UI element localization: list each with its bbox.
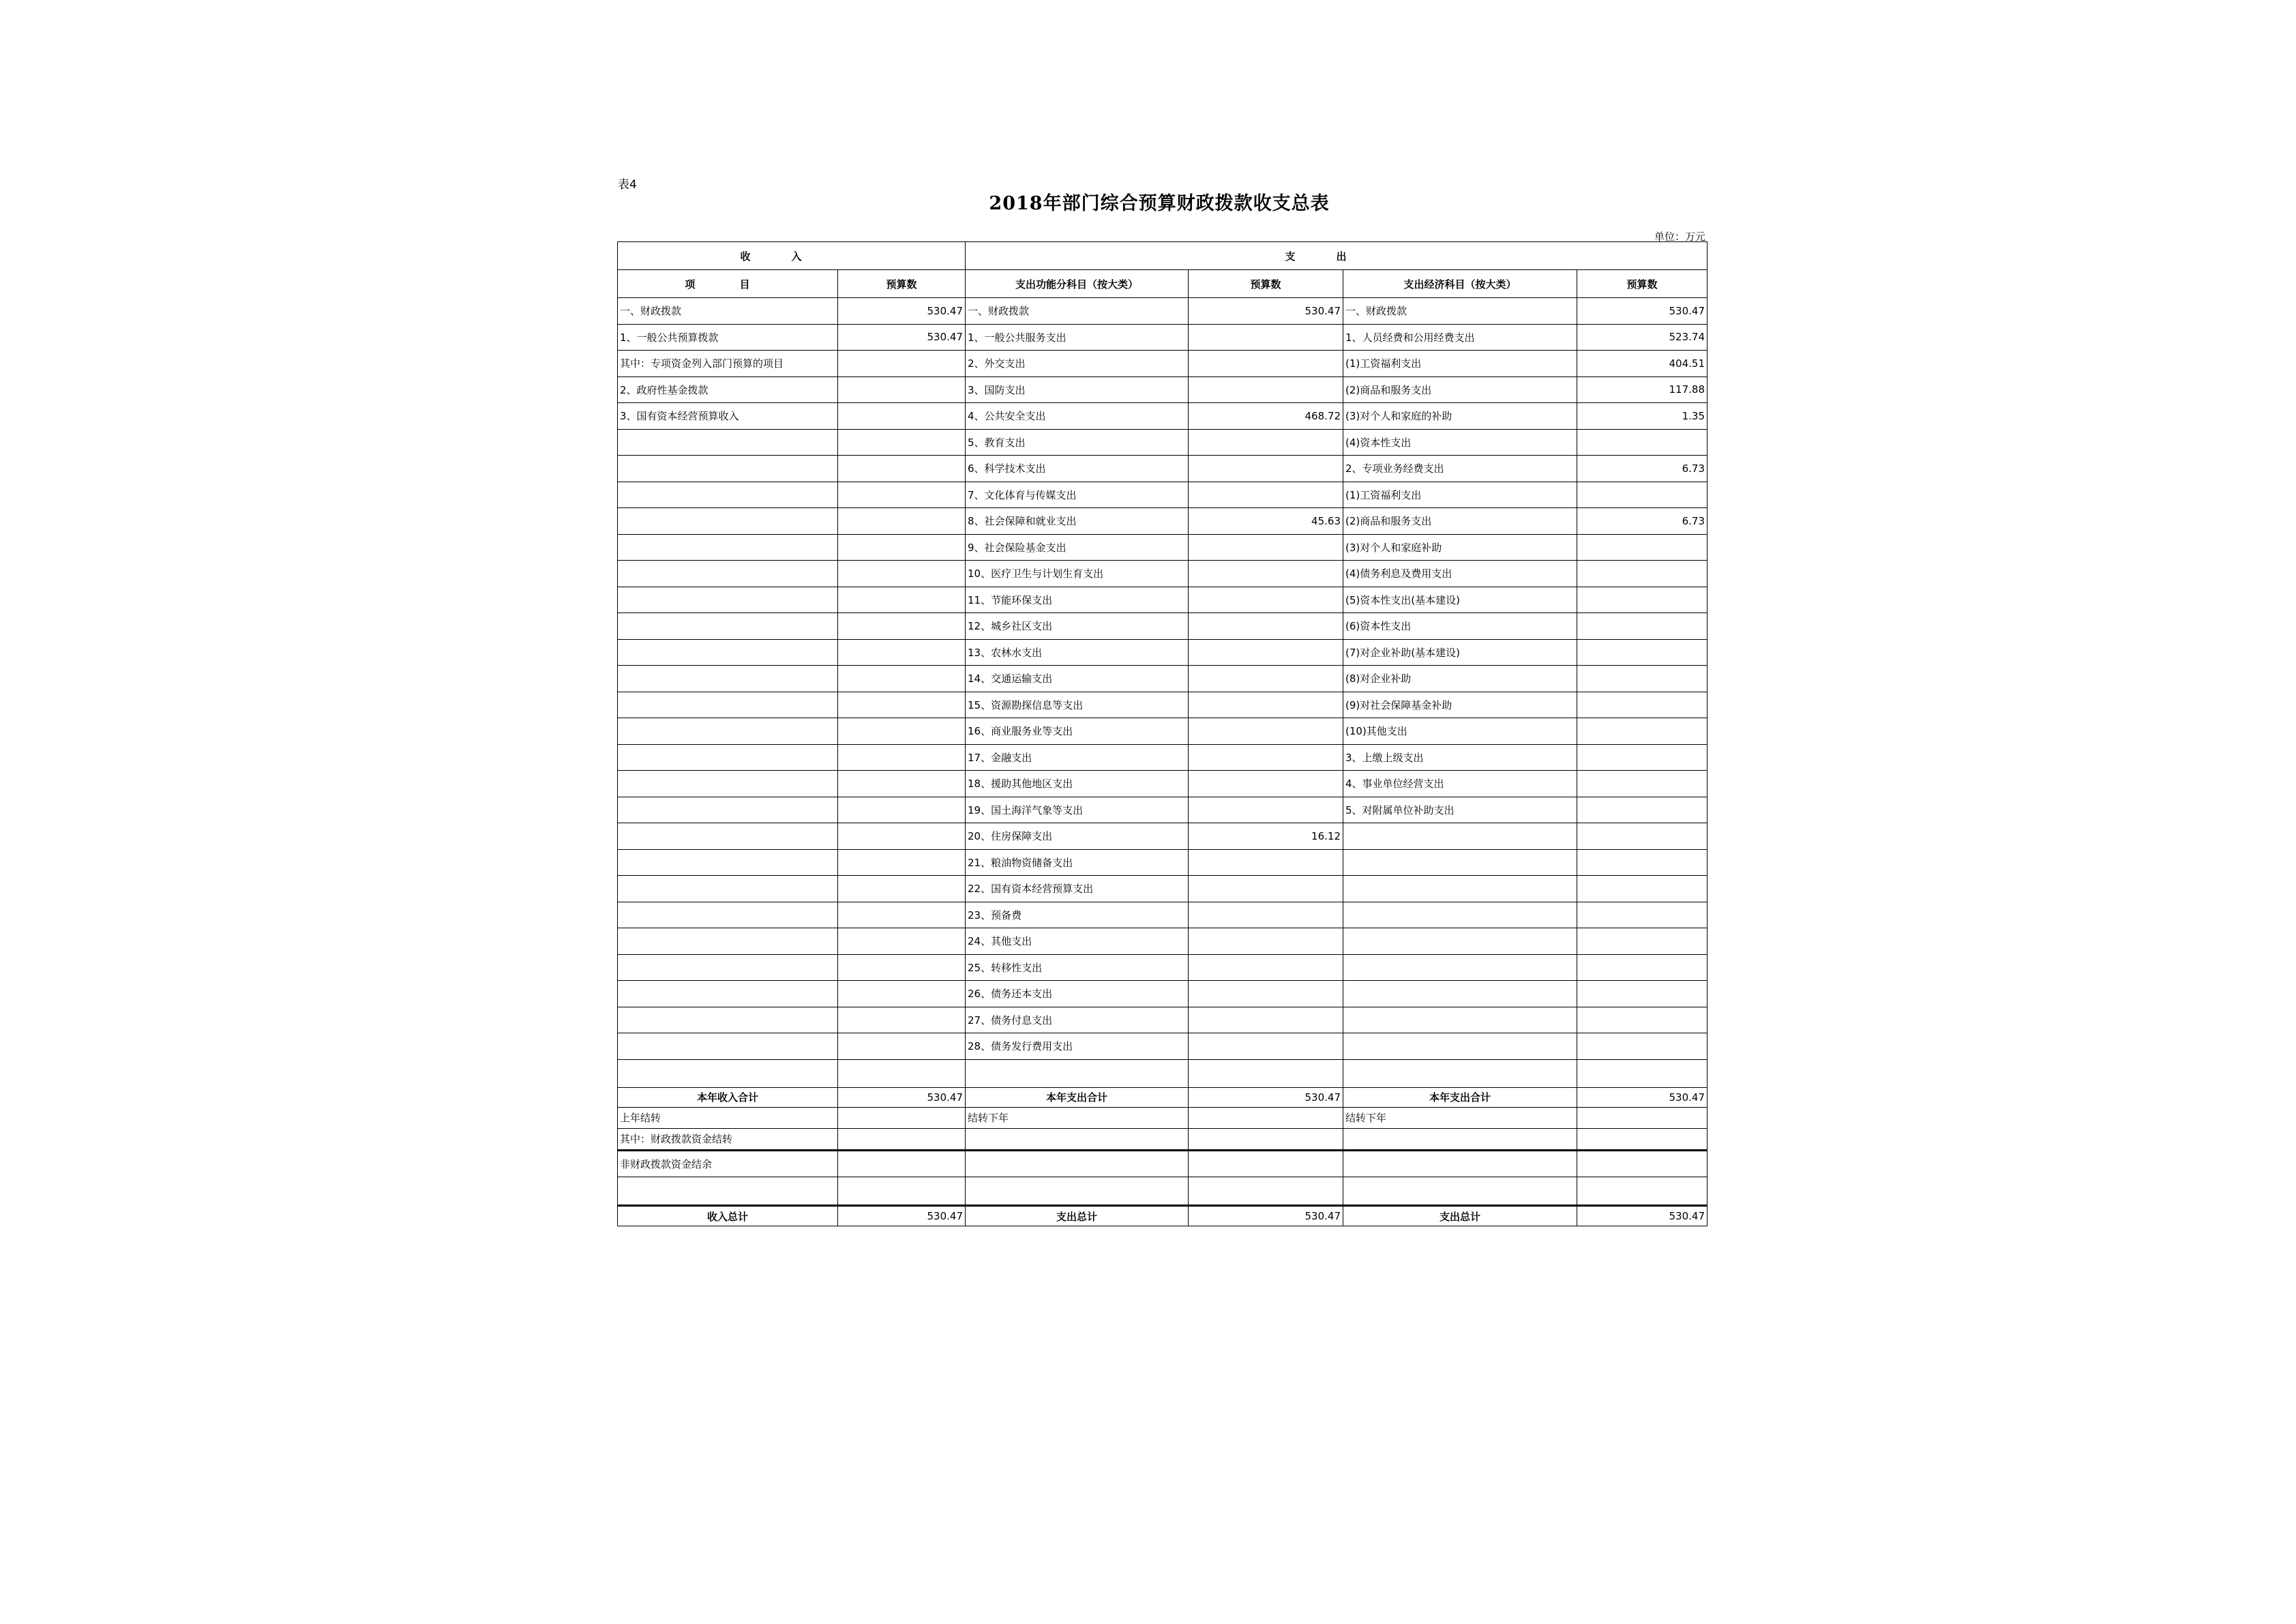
item-cell — [618, 981, 838, 1007]
econ-budget-cell — [1577, 823, 1708, 850]
item-cell — [618, 639, 838, 666]
econ-item-cell: (1)工资福利支出 — [1343, 351, 1577, 377]
func-item-cell: 7、文化体育与传媒支出 — [966, 482, 1189, 508]
item-cell — [618, 797, 838, 823]
income-header: 收入 — [618, 242, 966, 270]
item-cell — [618, 534, 838, 561]
item-cell — [618, 744, 838, 771]
item-cell — [618, 429, 838, 456]
econ-item-cell: (9)对社会保障基金补助 — [1343, 692, 1577, 718]
econ-item-cell: (3)对个人和家庭补助 — [1343, 534, 1577, 561]
col-budget-header: 预算数 — [838, 270, 966, 298]
econ-item-cell: (2)商品和服务支出 — [1343, 508, 1577, 535]
header-row — [618, 270, 1708, 298]
econ-item-cell: (4)资本性支出 — [1343, 429, 1577, 456]
func-budget-cell — [1189, 981, 1343, 1007]
func-item-cell: 8、社会保障和就业支出 — [966, 508, 1189, 535]
last-year-carry-label: 上年结转 — [618, 1107, 838, 1128]
budget-table — [617, 241, 1708, 1226]
econ-budget-cell: 6.73 — [1577, 456, 1708, 482]
func-item-cell: 24、其他支出 — [966, 928, 1189, 955]
econ-item-cell: 1、人员经费和公用经费支出 — [1343, 324, 1577, 351]
econ-budget-cell — [1577, 849, 1708, 876]
func-item-cell: 26、债务还本支出 — [966, 981, 1189, 1007]
func-item-cell: 25、转移性支出 — [966, 954, 1189, 981]
func-budget-cell: 45.63 — [1189, 508, 1343, 535]
func-item-cell: 20、住房保障支出 — [966, 823, 1189, 850]
econ-item-cell — [1343, 876, 1577, 902]
func-item-cell: 18、援助其他地区支出 — [966, 771, 1189, 797]
income-budget-cell — [838, 744, 966, 771]
func-item-cell: 22、国有资本经营预算支出 — [966, 876, 1189, 902]
econ-item-cell: 5、对附属单位补助支出 — [1343, 797, 1577, 823]
econ-budget-cell — [1577, 876, 1708, 902]
func-item-cell: 2、外交支出 — [966, 351, 1189, 377]
item-cell: 1、一般公共预算拨款 — [618, 324, 838, 351]
table-row — [618, 324, 1708, 351]
econ-budget-cell — [1577, 639, 1708, 666]
item-cell — [618, 508, 838, 535]
econ-item-cell — [1343, 902, 1577, 928]
blank-row — [618, 1177, 1708, 1206]
income-budget-cell — [838, 797, 966, 823]
econ-budget-cell: 530.47 — [1577, 298, 1708, 325]
table-row — [618, 1033, 1708, 1060]
func-budget-cell — [1189, 587, 1343, 613]
item-cell: 3、国有资本经营预算收入 — [618, 403, 838, 430]
func-item-cell: 10、医疗卫生与计划生育支出 — [966, 561, 1189, 587]
econ-item-cell: (7)对企业补助(基本建设) — [1343, 639, 1577, 666]
table-row — [618, 849, 1708, 876]
func-budget-cell — [1189, 561, 1343, 587]
income-budget-cell — [838, 928, 966, 955]
table-row — [618, 771, 1708, 797]
expense-header: 支出 — [966, 242, 1708, 270]
func-item-cell: 19、国土海洋气象等支出 — [966, 797, 1189, 823]
func-budget-cell — [1189, 1033, 1343, 1060]
next-year-carry-econ-label: 结转下年 — [1343, 1107, 1577, 1128]
table-row — [618, 429, 1708, 456]
func-budget-cell — [1189, 351, 1343, 377]
table-row — [618, 981, 1708, 1007]
econ-budget-cell — [1577, 482, 1708, 508]
func-item-cell: 3、国防支出 — [966, 377, 1189, 403]
econ-item-cell: (6)资本性支出 — [1343, 613, 1577, 640]
func-budget-cell — [1189, 1007, 1343, 1033]
table-row — [618, 377, 1708, 403]
func-budget-cell: 468.72 — [1189, 403, 1343, 430]
table-row — [618, 718, 1708, 745]
income-budget-cell — [838, 902, 966, 928]
econ-budget-cell — [1577, 534, 1708, 561]
func-item-cell: 23、预备费 — [966, 902, 1189, 928]
grand-expense-label: 支出总计 — [966, 1206, 1189, 1226]
item-cell — [618, 456, 838, 482]
income-budget-cell — [838, 718, 966, 745]
econ-budget-cell: 6.73 — [1577, 508, 1708, 535]
item-cell — [618, 902, 838, 928]
econ-budget-cell — [1577, 1033, 1708, 1060]
econ-budget-cell — [1577, 902, 1708, 928]
func-item-cell: 16、商业服务业等支出 — [966, 718, 1189, 745]
grand-expense-econ-label: 支出总计 — [1343, 1206, 1577, 1226]
func-item-cell: 21、粮油物资储备支出 — [966, 849, 1189, 876]
item-cell — [618, 823, 838, 850]
func-item-cell: 28、债务发行费用支出 — [966, 1033, 1189, 1060]
func-item-cell: 11、节能环保支出 — [966, 587, 1189, 613]
econ-budget-cell — [1577, 561, 1708, 587]
item-cell — [618, 718, 838, 745]
func-item-cell: 一、财政拨款 — [966, 298, 1189, 325]
table-row — [618, 797, 1708, 823]
income-budget-cell — [838, 456, 966, 482]
year-expense-econ-label: 本年支出合计 — [1343, 1087, 1577, 1107]
table-row — [618, 456, 1708, 482]
income-budget-cell — [838, 561, 966, 587]
econ-item-cell: (8)对企业补助 — [1343, 666, 1577, 692]
non-fiscal-row — [618, 1150, 1708, 1177]
func-budget-cell — [1189, 666, 1343, 692]
econ-item-cell — [1343, 928, 1577, 955]
table-row — [618, 403, 1708, 430]
econ-item-cell: (4)债务利息及费用支出 — [1343, 561, 1577, 587]
econ-item-cell: (3)对个人和家庭的补助 — [1343, 403, 1577, 430]
item-cell: 一、财政拨款 — [618, 298, 838, 325]
income-budget-cell — [838, 1033, 966, 1060]
econ-item-cell: 3、上缴上级支出 — [1343, 744, 1577, 771]
item-cell — [618, 587, 838, 613]
header-row-top — [618, 242, 1708, 270]
item-cell — [618, 771, 838, 797]
func-item-cell: 13、农林水支出 — [966, 639, 1189, 666]
econ-budget-cell — [1577, 429, 1708, 456]
year-expense-value: 530.47 — [1189, 1087, 1343, 1107]
econ-budget-cell — [1577, 587, 1708, 613]
econ-item-cell — [1343, 1007, 1577, 1033]
func-item-cell: 15、资源勘探信息等支出 — [966, 692, 1189, 718]
econ-budget-cell — [1577, 771, 1708, 797]
item-cell — [618, 928, 838, 955]
econ-item-cell: 2、专项业务经费支出 — [1343, 456, 1577, 482]
income-budget-cell — [838, 639, 966, 666]
table-row — [618, 954, 1708, 981]
grand-income-label: 收入总计 — [618, 1206, 838, 1226]
table-row — [618, 692, 1708, 718]
year-expense-label: 本年支出合计 — [966, 1087, 1189, 1107]
income-budget-cell — [838, 508, 966, 535]
func-budget-cell — [1189, 534, 1343, 561]
table-row — [618, 298, 1708, 325]
func-budget-cell — [1189, 744, 1343, 771]
econ-budget-cell: 1.35 — [1577, 403, 1708, 430]
econ-item-cell: (5)资本性支出(基本建设) — [1343, 587, 1577, 613]
grand-expense-value: 530.47 — [1189, 1206, 1343, 1226]
table-row — [618, 639, 1708, 666]
income-budget-cell — [838, 666, 966, 692]
func-budget-cell — [1189, 377, 1343, 403]
table-row — [618, 613, 1708, 640]
econ-item-cell — [1343, 823, 1577, 850]
income-budget-cell — [838, 482, 966, 508]
table-row — [618, 744, 1708, 771]
func-budget-cell — [1189, 849, 1343, 876]
income-budget-cell — [838, 876, 966, 902]
col-econ-header: 支出经济科目（按大类） — [1343, 270, 1577, 298]
func-budget-cell — [1189, 902, 1343, 928]
unit-label: 单位：万元 — [1654, 231, 1705, 243]
econ-item-cell — [1343, 954, 1577, 981]
item-cell: 其中：专项资金列入部门预算的项目 — [618, 351, 838, 377]
func-item-cell: 6、科学技术支出 — [966, 456, 1189, 482]
econ-budget-cell — [1577, 928, 1708, 955]
carry-sub-row — [618, 1128, 1708, 1150]
income-budget-cell — [838, 771, 966, 797]
func-budget-cell — [1189, 771, 1343, 797]
econ-item-cell — [1343, 1033, 1577, 1060]
col-budget-header: 预算数 — [1577, 270, 1708, 298]
func-budget-cell: 530.47 — [1189, 298, 1343, 325]
func-budget-cell — [1189, 639, 1343, 666]
econ-item-cell — [1343, 849, 1577, 876]
table-row — [618, 561, 1708, 587]
item-cell — [618, 876, 838, 902]
table-row — [618, 902, 1708, 928]
year-income-value: 530.47 — [838, 1087, 966, 1107]
item-cell: 2、政府性基金拨款 — [618, 377, 838, 403]
econ-budget-cell — [1577, 981, 1708, 1007]
grand-income-value: 530.47 — [838, 1206, 966, 1226]
econ-budget-cell: 404.51 — [1577, 351, 1708, 377]
year-total-row — [618, 1087, 1708, 1107]
blank-row — [618, 1059, 1708, 1087]
func-item-cell: 5、教育支出 — [966, 429, 1189, 456]
econ-item-cell: (1)工资福利支出 — [1343, 482, 1577, 508]
income-budget-cell — [838, 587, 966, 613]
page-title: 2018年部门综合预算财政拨款收支总表 — [989, 193, 1330, 214]
table-row — [618, 351, 1708, 377]
item-cell — [618, 561, 838, 587]
table-row — [618, 823, 1708, 850]
func-budget-cell — [1189, 876, 1343, 902]
income-budget-cell — [838, 849, 966, 876]
func-item-cell: 4、公共安全支出 — [966, 403, 1189, 430]
grand-total-row — [618, 1206, 1708, 1226]
col-item-header: 项 目 — [618, 270, 838, 298]
item-cell — [618, 1033, 838, 1060]
item-cell — [618, 692, 838, 718]
income-budget-cell — [838, 1007, 966, 1033]
func-budget-cell: 16.12 — [1189, 823, 1343, 850]
income-budget-cell — [838, 377, 966, 403]
func-budget-cell — [1189, 692, 1343, 718]
table-row — [618, 666, 1708, 692]
next-year-carry-label: 结转下年 — [966, 1107, 1189, 1128]
econ-item-cell: (10)其他支出 — [1343, 718, 1577, 745]
econ-budget-cell — [1577, 692, 1708, 718]
econ-budget-cell — [1577, 718, 1708, 745]
table-row — [618, 508, 1708, 535]
table-row — [618, 1007, 1708, 1033]
income-budget-cell: 530.47 — [838, 324, 966, 351]
item-cell — [618, 849, 838, 876]
func-budget-cell — [1189, 718, 1343, 745]
func-item-cell: 17、金融支出 — [966, 744, 1189, 771]
income-budget-cell — [838, 692, 966, 718]
income-budget-cell — [838, 534, 966, 561]
func-budget-cell — [1189, 324, 1343, 351]
func-item-cell: 27、债务付息支出 — [966, 1007, 1189, 1033]
econ-budget-cell: 523.74 — [1577, 324, 1708, 351]
income-budget-cell: 530.47 — [838, 298, 966, 325]
func-item-cell: 1、一般公共服务支出 — [966, 324, 1189, 351]
func-item-cell: 9、社会保险基金支出 — [966, 534, 1189, 561]
econ-item-cell: 一、财政拨款 — [1343, 298, 1577, 325]
econ-budget-cell — [1577, 1007, 1708, 1033]
table-row — [618, 587, 1708, 613]
table-row — [618, 928, 1708, 955]
func-budget-cell — [1189, 613, 1343, 640]
table-number: 表4 — [618, 178, 637, 192]
func-budget-cell — [1189, 797, 1343, 823]
econ-budget-cell — [1577, 744, 1708, 771]
func-item-cell: 14、交通运输支出 — [966, 666, 1189, 692]
econ-item-cell: 4、事业单位经营支出 — [1343, 771, 1577, 797]
econ-budget-cell: 117.88 — [1577, 377, 1708, 403]
econ-item-cell — [1343, 981, 1577, 1007]
func-budget-cell — [1189, 928, 1343, 955]
income-budget-cell — [838, 403, 966, 430]
year-expense-econ-value: 530.47 — [1577, 1087, 1708, 1107]
item-cell — [618, 954, 838, 981]
income-budget-cell — [838, 429, 966, 456]
item-cell — [618, 666, 838, 692]
carry-row — [618, 1107, 1708, 1128]
func-budget-cell — [1189, 456, 1343, 482]
col-func-header: 支出功能分科目（按大类） — [966, 270, 1189, 298]
col-budget-header: 预算数 — [1189, 270, 1343, 298]
income-budget-cell — [838, 613, 966, 640]
income-budget-cell — [838, 954, 966, 981]
econ-item-cell: (2)商品和服务支出 — [1343, 377, 1577, 403]
income-budget-cell — [838, 981, 966, 1007]
econ-budget-cell — [1577, 954, 1708, 981]
func-budget-cell — [1189, 429, 1343, 456]
income-budget-cell — [838, 351, 966, 377]
grand-expense-econ-value: 530.47 — [1577, 1206, 1708, 1226]
econ-budget-cell — [1577, 613, 1708, 640]
non-fiscal-label: 非财政拨款资金结余 — [618, 1150, 838, 1177]
func-budget-cell — [1189, 954, 1343, 981]
func-item-cell: 12、城乡社区支出 — [966, 613, 1189, 640]
year-income-label: 本年收入合计 — [618, 1087, 838, 1107]
table-row — [618, 876, 1708, 902]
table-row — [618, 534, 1708, 561]
econ-budget-cell — [1577, 666, 1708, 692]
item-cell — [618, 613, 838, 640]
income-budget-cell — [838, 823, 966, 850]
econ-budget-cell — [1577, 797, 1708, 823]
item-cell — [618, 482, 838, 508]
func-budget-cell — [1189, 482, 1343, 508]
table-row — [618, 482, 1708, 508]
fiscal-carry-label: 其中：财政拨款资金结转 — [618, 1128, 838, 1150]
item-cell — [618, 1007, 838, 1033]
